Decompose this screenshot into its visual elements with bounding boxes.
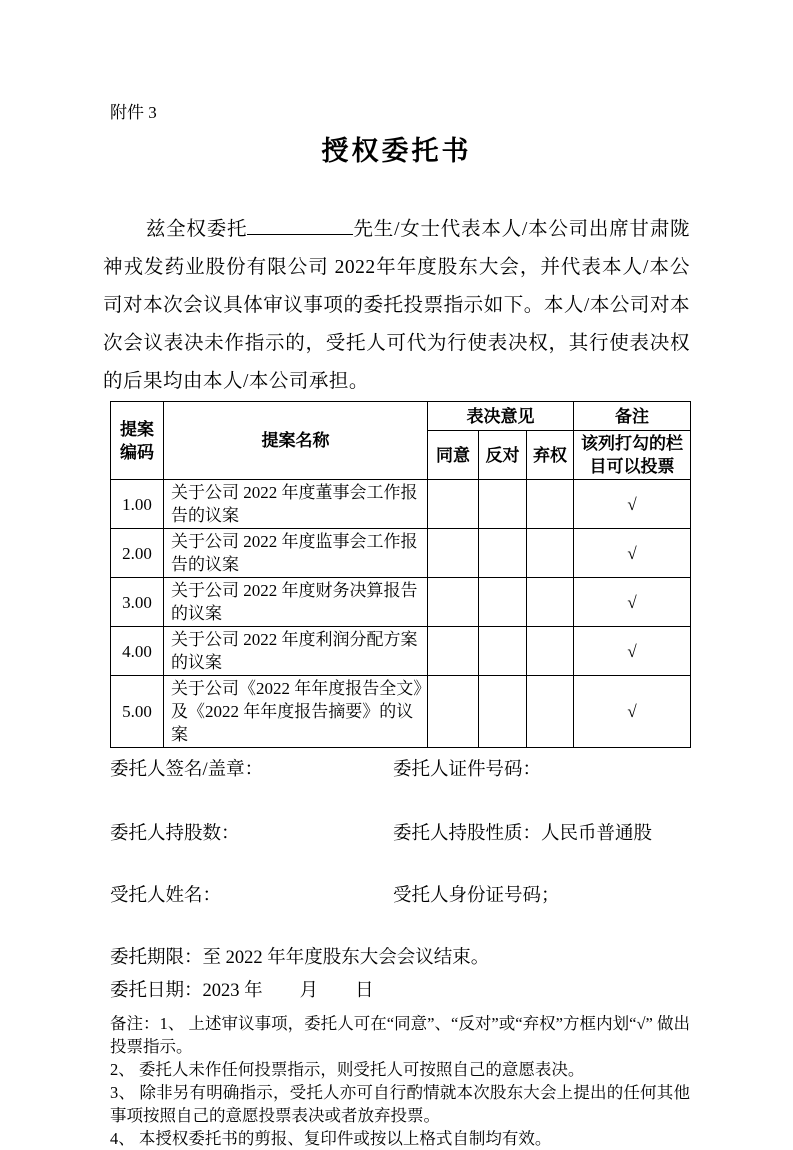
footnote-4: 4、 本授权委托书的剪报、复印件或按以上格式自制均有效。 [110, 1129, 552, 1148]
proposal-code-cell: 4.00 [111, 627, 164, 676]
col-header-proposal-code: 提案编码 [111, 402, 164, 480]
footnote-1: 备注：1、 上述审议事项，委托人可在“同意”、“反对”或“弃权”方框内划“√” 做出投票指示。 [110, 1014, 690, 1056]
footnote-3: 3、 除非另有明确指示，受托人亦可自行酌情就本次股东大会上提出的任何其他事项按照自己的意愿投票表决或者放弃投票。 [110, 1083, 690, 1125]
proposal-name-cell: 关于公司 2022 年度董事会工作报告的议案 [164, 480, 428, 529]
abstain-vote-cell [527, 578, 574, 627]
table-row [111, 578, 691, 627]
proposal-code-cell: 3.00 [111, 578, 164, 627]
remark-check-cell: √ [574, 627, 691, 676]
remark-check-cell: √ [574, 480, 691, 529]
proxy-name-blank-field [247, 216, 353, 236]
intro-body-text: 先生/女士代表本人/本公司出席甘肃陇神戎发药业股份有限公司 2022年年度股东大会，并代表本人/本公司对本次会议具体审议事项的委托投票指示如下。本人/本公司对本次会议表决未作指示的，受托人可代为行使表决权，其行使表决权的后果均由本人/本公司承担。 [103, 219, 690, 392]
principal-id-label: 委托人证件号码： [393, 760, 542, 780]
proposal-voting-table [110, 401, 691, 748]
col-header-remark-note: 该列打勾的栏目可以投票 [574, 431, 691, 480]
principal-signature-row [110, 758, 690, 782]
agree-vote-cell [428, 480, 479, 529]
proposal-name-cell: 关于公司《2022 年年度报告全文》及《2022 年年度报告摘要》的议案 [164, 676, 428, 748]
principal-share-type-label: 委托人持股性质：人民币普通股 [393, 824, 653, 844]
proposal-name-cell: 关于公司 2022 年度财务决算报告的议案 [164, 578, 428, 627]
col-header-agree: 同意 [428, 431, 479, 480]
principal-shares-row [110, 822, 690, 846]
col-header-oppose: 反对 [479, 431, 527, 480]
agree-vote-cell [428, 578, 479, 627]
intro-paragraph [103, 211, 690, 401]
oppose-vote-cell [479, 480, 527, 529]
col-header-voting-opinion: 表决意见 [428, 402, 574, 431]
principal-shares-label: 委托人持股数： [110, 824, 240, 844]
trustee-row [110, 884, 690, 908]
trustee-id-label: 受托人身份证号码； [393, 886, 560, 906]
footnotes-block [110, 1012, 690, 1150]
abstain-vote-cell [527, 529, 574, 578]
proxy-term-line: 委托期限：至 2022 年年度股东大会会议结束。 [110, 948, 490, 968]
page-title: 授权委托书 [321, 136, 472, 166]
signature-form-block [110, 758, 690, 1003]
table-row [111, 529, 691, 578]
proposal-name-cell: 关于公司 2022 年度监事会工作报告的议案 [164, 529, 428, 578]
col-header-remark: 备注 [574, 402, 691, 431]
agree-vote-cell [428, 627, 479, 676]
abstain-vote-cell [527, 627, 574, 676]
oppose-vote-cell [479, 627, 527, 676]
remark-check-cell: √ [574, 676, 691, 748]
table-row [111, 627, 691, 676]
intro-lead-text: 兹全权委托 [145, 219, 248, 240]
table-row [111, 480, 691, 529]
principal-signature-label: 委托人签名/盖章： [110, 760, 264, 780]
abstain-vote-cell [527, 676, 574, 748]
remark-check-cell: √ [574, 578, 691, 627]
proxy-date-line: 委托日期：2023 年 月 日 [110, 981, 374, 1001]
remark-check-cell: √ [574, 529, 691, 578]
proposal-code-cell: 1.00 [111, 480, 164, 529]
proposal-name-cell: 关于公司 2022 年度利润分配方案的议案 [164, 627, 428, 676]
col-header-abstain: 弃权 [527, 431, 574, 480]
footnote-2: 2、 委托人未作任何投票指示，则受托人可按照自己的意愿表决。 [110, 1060, 585, 1079]
table-row [111, 676, 691, 748]
oppose-vote-cell [479, 578, 527, 627]
abstain-vote-cell [527, 480, 574, 529]
trustee-name-label: 受托人姓名： [110, 886, 222, 906]
oppose-vote-cell [479, 676, 527, 748]
agree-vote-cell [428, 529, 479, 578]
col-header-proposal-name: 提案名称 [164, 402, 428, 480]
oppose-vote-cell [479, 529, 527, 578]
attachment-label: 附件 3 [110, 103, 157, 122]
proposal-code-cell: 5.00 [111, 676, 164, 748]
agree-vote-cell [428, 676, 479, 748]
proposal-code-cell: 2.00 [111, 529, 164, 578]
